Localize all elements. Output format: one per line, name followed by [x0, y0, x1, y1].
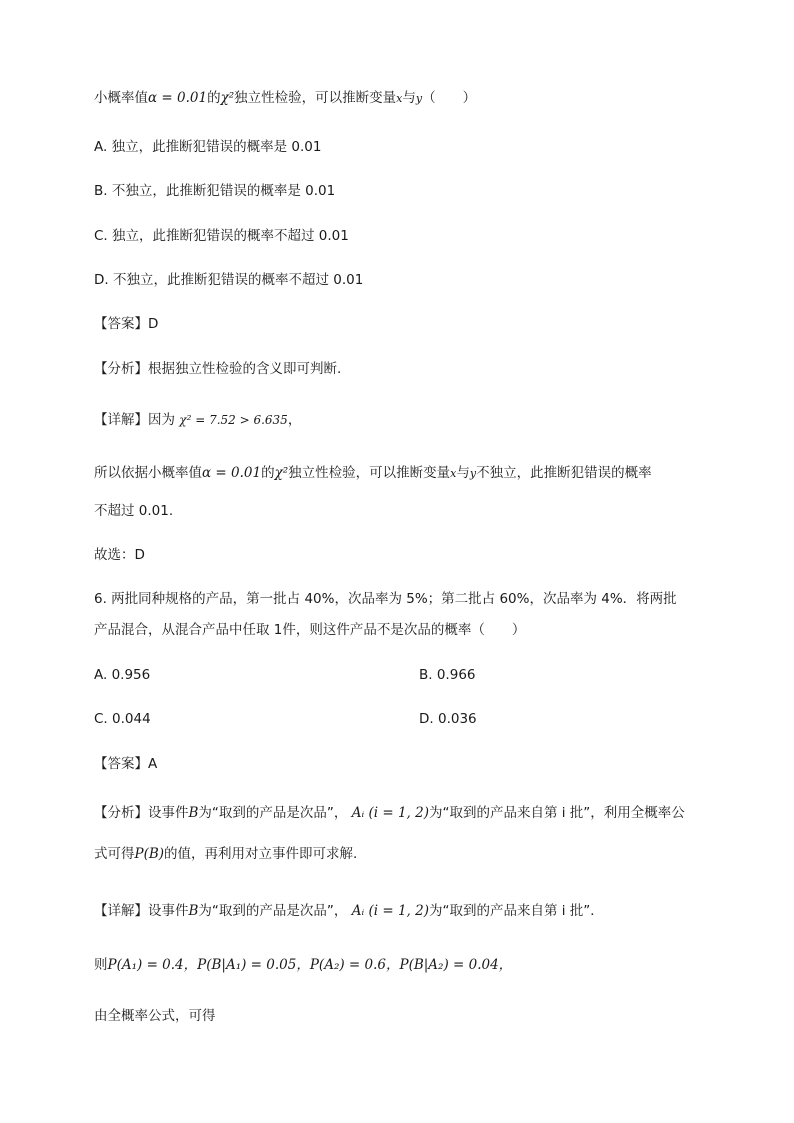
- given-formula: P(A₁) = 0.4，P(B|A₁) = 0.05，P(A₂) = 0.6，P(B|A₂) = 0.04，: [107, 957, 513, 973]
- answer-tag: 【答案】: [94, 316, 148, 332]
- q5-stem: [94, 88, 476, 109]
- q6-stem-line2: 产品混合，从混合产品中任取 1件，则这件产品不是次品的概率（ ）: [94, 622, 526, 638]
- analysis-text: 为“取到的产品是次品”，: [198, 805, 348, 821]
- conclusion-chi-square: χ²: [274, 465, 289, 481]
- answer-tag: 【答案】: [94, 756, 148, 772]
- q6-analysis: [94, 803, 685, 823]
- q6-answer: [94, 754, 157, 774]
- answer-value: A: [148, 756, 158, 772]
- q6-given: [94, 955, 512, 975]
- conclusion-var-y: y: [469, 467, 477, 480]
- analysis-tag: 【分析】: [94, 361, 148, 377]
- conclusion-text: 不独立，此推断犯错误的概率: [476, 465, 652, 481]
- detail-formula: χ² = 7.52 > 6.635: [179, 413, 288, 427]
- analysis-text: 的值，再利用对立事件即可求解.: [164, 846, 358, 862]
- q6-analysis-line2: [94, 844, 357, 864]
- detail-text: ，: [287, 412, 302, 428]
- q5-option-b: B. 不独立，此推断犯错误的概率是 0.01: [94, 183, 336, 199]
- q5-option-c: C. 独立，此推断犯错误的概率不超过 0.01: [94, 228, 349, 244]
- q5-stem-text: 的: [207, 90, 221, 106]
- q6-option-b: B. 0.966: [419, 667, 476, 683]
- conclusion-text: 所以依据小概率值: [94, 465, 202, 481]
- q5-detail: [94, 410, 301, 430]
- q6-total-probability: 由全概率公式，可得: [94, 1008, 216, 1024]
- q5-analysis: [94, 359, 341, 379]
- q5-stem-text: 独立性检验，可以推断变量: [234, 90, 397, 106]
- detail-tag: 【详解】: [94, 412, 148, 428]
- q5-conclusion-line2: 不超过 0.01.: [94, 503, 174, 519]
- conclusion-text: 的: [261, 465, 275, 481]
- conclusion-alpha: α = 0.01: [202, 465, 262, 481]
- q5-choose: 故选：D: [94, 547, 145, 563]
- q5-conclusion: [94, 463, 652, 484]
- q6-option-c: C. 0.044: [94, 711, 151, 727]
- q5-answer: [94, 314, 158, 334]
- analysis-tag: 【分析】: [94, 805, 148, 821]
- analysis-text: 式可得: [94, 846, 135, 862]
- event-ai: Aᵢ (i = 1, 2): [351, 805, 429, 821]
- conclusion-text: 独立性检验，可以推断变量: [288, 465, 451, 481]
- analysis-text: 设事件: [148, 805, 189, 821]
- detail-text: 为“取到的产品是次品”，: [198, 903, 348, 919]
- q5-stem-text: （ ）: [422, 90, 477, 106]
- detail-text: 设事件: [148, 903, 189, 919]
- q5-option-d: D. 不独立，此推断犯错误的概率不超过 0.01: [94, 272, 364, 288]
- q6-stem-line1: 6. 两批同种规格的产品，第一批占 40%，次品率为 5%；第二批占 60%，次品率为 4%．将两批: [94, 591, 677, 607]
- q5-stem-text: 与: [402, 90, 416, 106]
- analysis-text: 根据独立性检验的含义即可判断.: [148, 361, 342, 377]
- answer-value: D: [148, 316, 159, 332]
- q5-chi-square: χ²: [220, 90, 235, 106]
- conclusion-var-x: x: [450, 467, 457, 480]
- q5-stem-text: 小概率值: [94, 90, 148, 106]
- event-ai: Aᵢ (i = 1, 2): [351, 903, 429, 919]
- q5-var-y: y: [415, 92, 423, 105]
- probability-pb: P(B): [134, 846, 165, 862]
- given-text: 则: [94, 957, 108, 973]
- q6-option-d: D. 0.036: [419, 711, 477, 727]
- event-b: B: [188, 903, 199, 919]
- q6-detail: [94, 901, 604, 921]
- detail-text: 因为: [148, 412, 175, 428]
- event-b: B: [188, 805, 199, 821]
- q5-option-a: A. 独立，此推断犯错误的概率是 0.01: [94, 139, 322, 155]
- q5-var-x: x: [396, 92, 403, 105]
- analysis-text: 为“取到的产品来自第 i 批”，利用全概率公: [428, 805, 685, 821]
- detail-tag: 【详解】: [94, 903, 148, 919]
- q5-alpha: α = 0.01: [148, 90, 208, 106]
- conclusion-text: 与: [456, 465, 470, 481]
- detail-text: 为“取到的产品来自第 i 批”．: [428, 903, 604, 919]
- q6-option-a: A. 0.956: [94, 667, 151, 683]
